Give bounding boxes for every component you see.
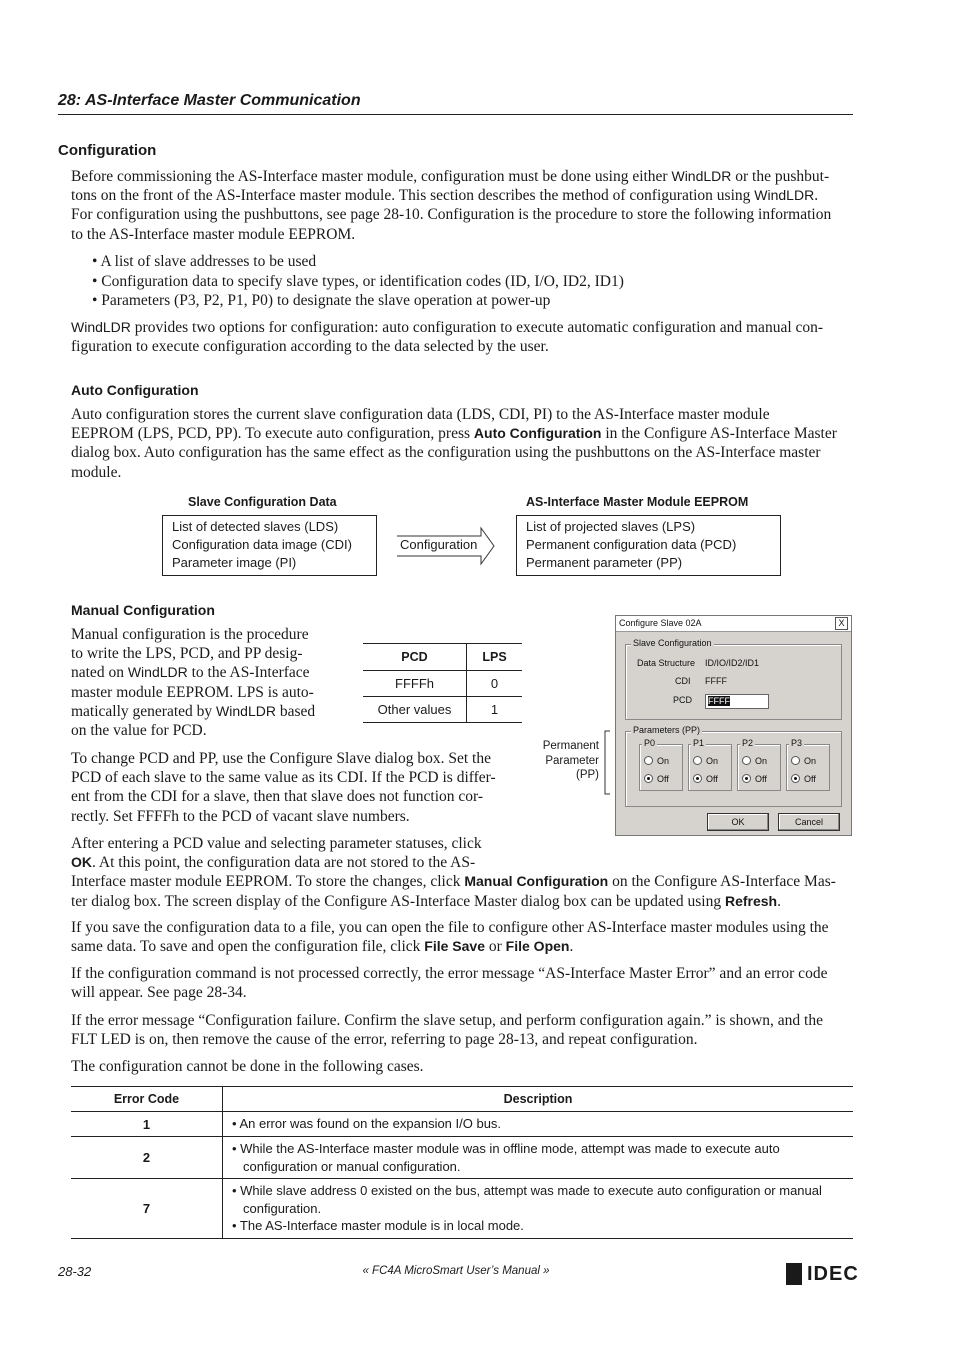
- manual-configuration-intro: Manual configuration is the procedure to write the LPS, PCD, and PP desig- nated on WindLDR to the AS-Interface master module EEPROM. LPS is auto- matically generated by WindLDR based on the value for PCD.: [71, 626, 316, 740]
- table-row: 2 • While the AS-Interface master module was in offline mode, attempt was made to execute auto configuration or manual configuration.: [71, 1137, 853, 1179]
- parameters-group: Parameters (PP) P0 On Off P1 On Off P2 On Off P3 On Off: [625, 731, 842, 807]
- configuration-options: WindLDR provides two options for configuration: auto configuration to execute automatic configuration and manual con- figuration to execute configuration according to the data selected by the user.: [71, 319, 824, 356]
- cannot-configure-text: The configuration cannot be done in the following cases.: [71, 1058, 424, 1075]
- cancel-button[interactable]: Cancel: [778, 813, 840, 831]
- table-row: FFFFh 0: [363, 671, 522, 697]
- param-p3: P3 On Off: [786, 744, 830, 791]
- radio-selected-icon: [742, 774, 751, 783]
- dialog-title-bar: [616, 616, 851, 632]
- radio-icon: [742, 756, 751, 765]
- pcd-input[interactable]: FFFF: [705, 694, 769, 709]
- param-p0: P0 On Off: [639, 744, 683, 791]
- eeprom-label: AS-Interface Master Module EEPROM: [526, 495, 749, 509]
- radio-selected-icon: [791, 774, 800, 783]
- manual-configuration-heading: Manual Configuration: [71, 602, 215, 618]
- configure-slave-dialog: [615, 615, 852, 836]
- page-number: 28-32: [58, 1264, 92, 1279]
- file-save-text: If you save the configuration data to a file, you can open the file to configure other AS-Interface master modules using the same data. To save and open the configuration file, click File Save or File Open.: [71, 919, 829, 956]
- table-row: 1 • An error was found on the expansion I/O bus.: [71, 1112, 853, 1137]
- error-code-table: [71, 1086, 853, 1239]
- param-p1: P1 On Off: [688, 744, 732, 791]
- radio-icon: [791, 756, 800, 765]
- idec-logo-icon: [786, 1263, 802, 1285]
- list-item: • A list of slave addresses to be used: [92, 253, 317, 270]
- ok-button[interactable]: OK: [707, 813, 769, 831]
- slave-configuration-group: Slave Configuration Data Structure ID/IO/ID2/ID1 CDI FFFF PCD FFFF: [625, 644, 842, 720]
- error-code-header: Error Code: [71, 1087, 223, 1112]
- radio-selected-icon: [644, 774, 653, 783]
- radio-icon: [644, 756, 653, 765]
- manual-title: « FC4A MicroSmart User’s Manual »: [362, 1265, 550, 1277]
- radio-icon: [693, 756, 702, 765]
- close-icon[interactable]: X: [835, 617, 848, 630]
- configuration-intro: Before commissioning the AS-Interface master module, configuration must be done using either WindLDR or the pushbut- tons on the front of the AS-Interface master module. This section describes the method of configuration using WindLDR. For configuration using the pushbuttons, see page 28-10. Configuration is the procedure to store the following information to the AS-Interface master module EEPROM.: [71, 168, 832, 243]
- chapter-title: 28: AS-Interface Master Communication: [58, 92, 853, 115]
- configuration-arrow-label: Configuration: [400, 537, 478, 552]
- configuration-heading: Configuration: [58, 142, 157, 159]
- idec-logo: IDEC: [786, 1263, 859, 1287]
- manual-configuration-store-text: After entering a PCD value and selecting parameter statuses, click OK. At this point, the configuration data are not stored to the AS- Interface master module EEPROM. To store the changes, click Manual Configuration on the Configure AS-Interface Mas- ter dialog box. The screen display of the Configure AS-Interface Master dialog box can be updated using Refresh.: [71, 835, 836, 910]
- cdi-value: FFFF: [705, 676, 727, 686]
- lps-header: LPS: [467, 644, 523, 671]
- eeprom-box: List of projected slaves (LPS) Permanent configuration data (PCD) Permanent parameter (PP): [516, 515, 781, 576]
- auto-configuration-text: Auto configuration stores the current slave configuration data (LDS, CDI, PI) to the AS-Interface master module EEPROM (LPS, PCD, PP). To execute auto configuration, press Auto Configuration in the Configure AS-Interface Master dialog box. Auto configuration has the same effect as the configuration using the pushbuttons on the AS-Interface master module.: [71, 406, 837, 481]
- slave-config-data-label: Slave Configuration Data: [188, 495, 337, 509]
- permanent-parameter-callout: Permanent Parameter (PP): [542, 740, 599, 781]
- configuration-bullets: [92, 252, 624, 311]
- data-structure-value: ID/IO/ID2/ID1: [705, 658, 760, 668]
- auto-configuration-heading: Auto Configuration: [71, 382, 199, 398]
- manual-configuration-pcd-text: To change PCD and PP, use the Configure Slave dialog box. Set the PCD of each slave to the same value as its CDI. If the PCD is differ- ent from the CDI for a slave, then that slave does not function cor- rectly. Set FFFFh to the PCD of vacant slave numbers.: [71, 750, 496, 825]
- slave-config-data-box: List of detected slaves (LDS) Configuration data image (CDI) Parameter image (PI): [162, 515, 377, 576]
- configuration-failure-text: If the error message “Configuration failure. Confirm the slave setup, and perform configuration again.” is shown, and the FLT LED is on, then remove the cause of the error, referring to page 28-13, and repeat configuration.: [71, 1012, 823, 1049]
- param-p2: P2 On Off: [737, 744, 781, 791]
- pcd-lps-table: [363, 643, 522, 723]
- dialog-title: Configure Slave 02A: [619, 618, 702, 628]
- table-row: Other values 1: [363, 697, 522, 723]
- table-row: 7 • While slave address 0 existed on the bus, attempt was made to execute auto configuration or manual configuration. • The AS-Interface master module is in local mode.: [71, 1179, 853, 1239]
- callout-bracket: [603, 730, 617, 796]
- pcd-header: PCD: [363, 644, 467, 671]
- description-header: Description: [223, 1087, 854, 1112]
- list-item: • Configuration data to specify slave types, or identification codes (ID, I/O, ID2, ID1): [92, 272, 624, 290]
- list-item: • Parameters (P3, P2, P1, P0) to designate the slave operation at power-up: [92, 292, 551, 309]
- error-message-text: If the configuration command is not processed correctly, the error message “AS-Interface Master Error” and an error code will appear. See page 28-34.: [71, 965, 828, 1002]
- radio-selected-icon: [693, 774, 702, 783]
